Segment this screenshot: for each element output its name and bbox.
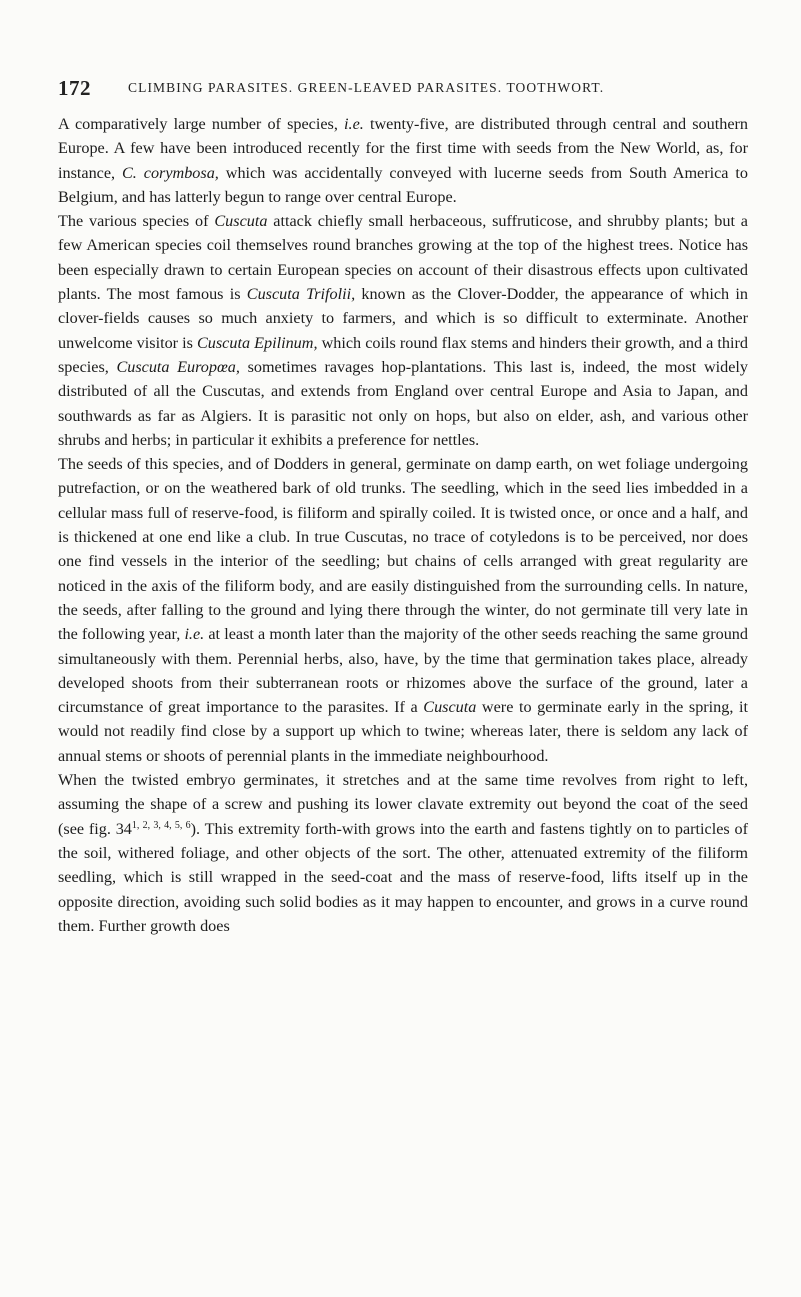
text-run: ). This extremity forth-with grows into the earth and fastens tightly on to particles of the soil, withered foliage, and other objects of the sort. The other, attenuated extremity of the filiform seedling, which is still wrapped in the seed-coat and the mass of reserve-food, lifts itself up in the opposite direction, avoiding such solid bodies as it may happen to encounter, and grows in a curve round them. Further growth does: [58, 819, 749, 935]
italic-text: i.e.: [344, 115, 364, 133]
paragraph: [58, 768, 748, 938]
text-run: attack chiefly small herbaceous, suffruticose, and shrubby plants; but a few American species coil themselves round branches growing at the top of the highest trees. Notice has been especially drawn to certain European species on account of their disastrous effects upon cultivated plants. The most famous is: [58, 212, 748, 304]
italic-text: Cuscuta: [423, 698, 477, 717]
text-run: which was accidentally conveyed with lucerne seeds from South America to Belgium, and has latterly begun to range over central Europe.: [58, 163, 748, 206]
text-run: were to germinate early in the spring, it would not readily find close by a support up which to twine; whereas later, there is seldom any lack of annual stems or shoots of perennial plants in the immediate neighbourhood.: [58, 698, 748, 765]
italic-text: Cuscuta Epilinum,: [196, 333, 318, 352]
text-run: twenty-five, are distributed through central and southern Europe. A few have been introduced recently for the first time with seeds from the New World, as, for instance,: [58, 115, 749, 182]
italic-text: i.e.: [184, 625, 205, 644]
paragraph: [58, 209, 748, 452]
text-run: The various species of: [58, 212, 215, 231]
text-run: which coils round flax stems and hinders their growth, and a third species,: [58, 333, 748, 376]
text-run: When the twisted embryo germinates, it stretches and at the same time revolves from right to left, assuming the shape of a screw and pushing its lower clavate extremity out beyond the coat of the seed (see fig. 34: [58, 771, 748, 838]
body-text: [58, 112, 748, 938]
italic-text: Cuscuta Europœa,: [116, 357, 240, 376]
text-run: at least a month later than the majority of the other seeds reaching the same ground simultaneously with them. Perennial herbs, also, have, by the time that germination takes place, already developed shoots from their subterranean roots or rhizomes above the surface of the ground, later a circumstance of great importance to the parasites. If a: [58, 625, 748, 717]
text-run: The seeds of this species, and of Dodders in general, germinate on damp earth, on wet foliage undergoing putrefaction, or on the weathered bark of old trunks. The seedling, which in the seed lies imbedded in a cellular mass full of reserve-food, is filiform and spirally coiled. It is twisted once, or once and a half, and is thickened at one end like a club. In true Cuscutas, no trace of cotyledons is to be perceived, nor does one find vessels in the interior of the seedling; but chains of cells arranged with great regularity are noticed in the axis of the filiform body, and are easily distinguished from the surrounding cells. In nature, the seeds, after falling to the ground and lying there through the winter, do not germinate till very late in the following year,: [58, 455, 748, 644]
page-header: [58, 76, 748, 102]
italic-text: C. corymbosa,: [122, 163, 219, 182]
italic-text: Cuscuta: [214, 212, 268, 231]
italic-text: Cuscuta Trifolii,: [246, 285, 356, 304]
text-run: sometimes ravages hop-plantations. This last is, indeed, the most widely distributed of all the Cuscutas, and extends from England over central Europe and Asia to Japan, and southwards as far as Algiers. It is parasitic not only on hops, but also on elder, ash, and various other shrubs and herbs; in particular it exhibits a preference for nettles.: [58, 357, 748, 449]
running-title: CLIMBING PARASITES. GREEN-LEAVED PARASITES. TOOTHWORT.: [128, 80, 605, 95]
figure-superscript: 1, 2, 3, 4, 5, 6: [131, 819, 191, 831]
page-number: 172: [58, 76, 91, 100]
text-run: known as the Clover-Dodder, the appearance of which in clover-fields causes so much anxiety to farmers, and which is so difficult to exterminate. Another unwelcome visitor is: [58, 285, 748, 352]
text-run: A comparatively large number of species,: [58, 115, 345, 133]
paragraph: [58, 452, 748, 768]
paragraph: [58, 112, 748, 209]
